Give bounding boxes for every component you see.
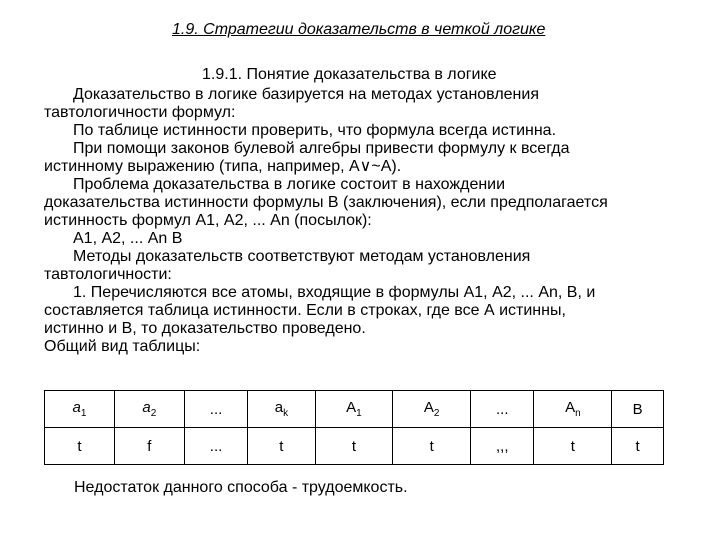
paragraph-line: Методы доказательств соответствуют методам установления [73, 248, 531, 265]
table-cell: f [114, 428, 184, 465]
header-cell [471, 391, 534, 428]
truth-table-header-row [45, 391, 664, 428]
paragraph-enumerate-atoms [44, 284, 694, 338]
header-subscript: k [283, 408, 289, 419]
paragraph-truth-table-method [44, 122, 694, 140]
header-cell [612, 391, 664, 428]
paragraph-line: По таблице истинности проверить, что формула всегда истинна. [73, 122, 557, 139]
paragraph-line: Доказательство в логике базируется на методах установления [73, 86, 539, 103]
truth-table-row [45, 428, 664, 465]
header-symbol: ... [496, 400, 509, 418]
table-cell: ... [184, 428, 247, 465]
header-subscript: n [575, 408, 581, 419]
paragraph-methods [44, 248, 694, 284]
paragraph-line: тавтологичности формул: [44, 104, 236, 121]
header-symbol: a [274, 399, 284, 416]
paragraph-line: истинно и В, то доказательство проведено. [44, 320, 366, 337]
paragraph-premises [44, 230, 694, 248]
table-cell: t [534, 428, 612, 465]
header-cell [184, 391, 247, 428]
paragraph-line: доказательства истинности формулы В (заключения), если предполагается [44, 194, 608, 211]
table-cell: ,,, [471, 428, 534, 465]
header-symbol: A [423, 399, 434, 416]
header-symbol: a [142, 399, 151, 416]
header-cell [114, 391, 184, 428]
header-subscript: 2 [433, 408, 440, 419]
header-cell [534, 391, 612, 428]
header-subscript: 1 [356, 408, 362, 419]
header-cell [248, 391, 315, 428]
truth-table [44, 390, 664, 465]
header-symbol: A [565, 399, 576, 416]
document-body [44, 86, 694, 356]
paragraph-intro [44, 86, 694, 122]
subsection-title: 1.9.1. Понятие доказательства в логике [202, 66, 497, 83]
paragraph-line: истинному выражению (типа, например, A∨~A). [44, 158, 402, 175]
header-symbol: B [632, 400, 643, 418]
paragraph-line: составляется таблица истинности. Если в строках, где все А истинны, [44, 302, 566, 319]
header-cell [315, 391, 393, 428]
paragraph-line: тавтологичности: [44, 266, 172, 283]
header-symbol: ... [209, 400, 223, 418]
conclusion-text: Недостаток данного способа - трудоемкость. [74, 479, 408, 496]
table-cell: t [393, 428, 471, 465]
table-caption: Общий вид таблицы: [44, 338, 201, 355]
header-subscript: 2 [150, 408, 157, 419]
paragraph-line: истинность формул А1, А2, ... An (посылок): [44, 212, 372, 229]
section-title: 1.9. Стратегии доказательств в четкой логике [172, 21, 546, 38]
paragraph-line: 1. Перечисляются все атомы, входящие в формулы А1, А2, ... An, В, и [73, 284, 596, 301]
paragraph-proof-problem [44, 176, 694, 230]
header-cell [45, 391, 115, 428]
paragraph-line: При помощи законов булевой алгебры привести формулу к всегда [73, 140, 570, 157]
paragraph-line: Проблема доказательства в логике состоит в нахождении [73, 176, 506, 193]
table-cell: t [315, 428, 393, 465]
header-symbol: a [72, 399, 81, 416]
table-cell: t [612, 428, 664, 465]
header-symbol: A [346, 399, 357, 416]
table-cell: t [248, 428, 315, 465]
paragraph-boolean-method [44, 140, 694, 176]
header-subscript: 1 [80, 408, 87, 419]
header-cell [393, 391, 471, 428]
paragraph-line: А1, А2, ... An В [73, 230, 183, 247]
table-cell: t [45, 428, 115, 465]
